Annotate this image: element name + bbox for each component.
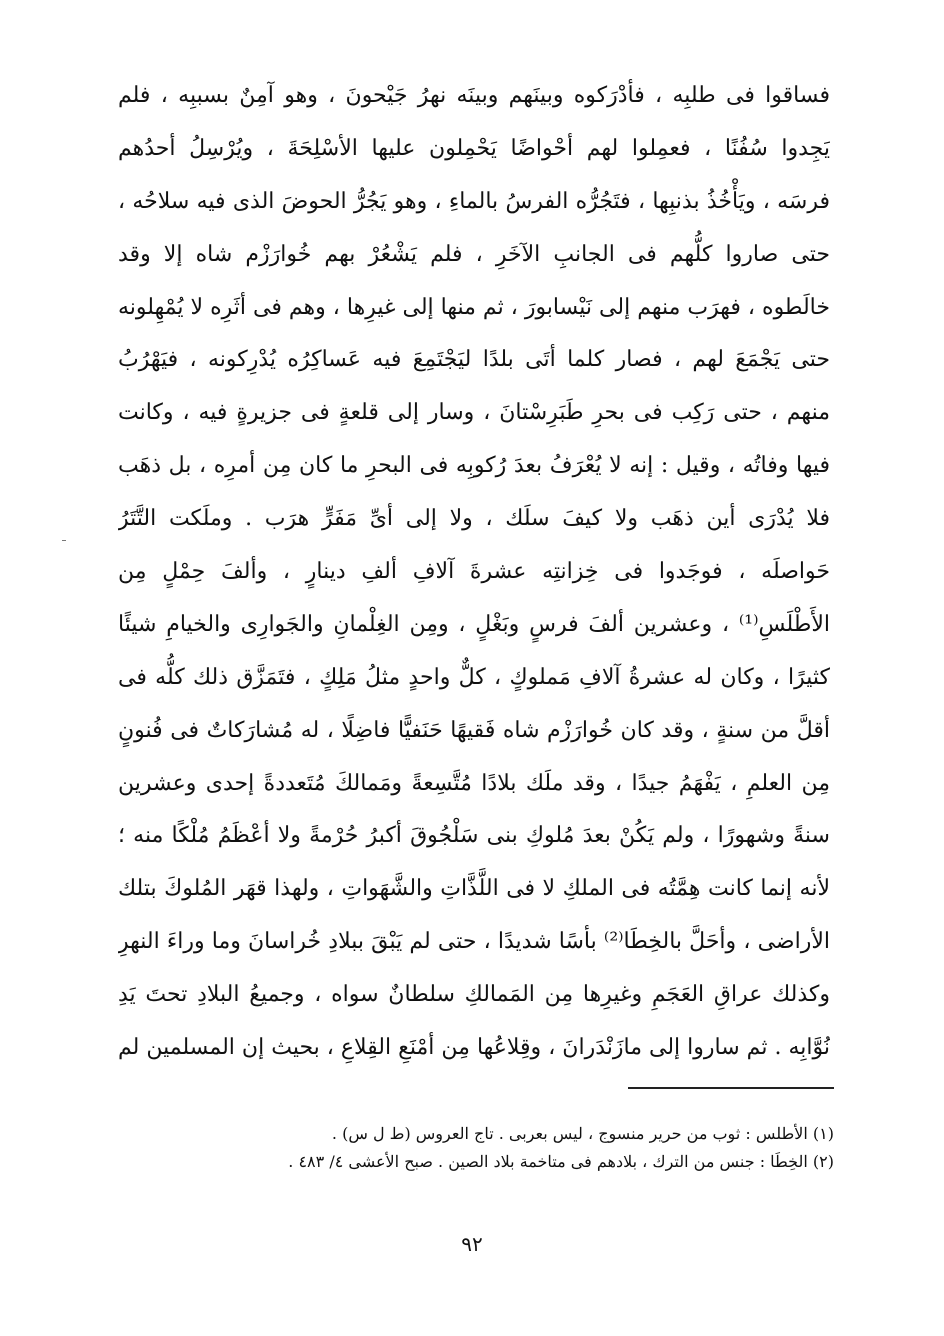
page-number: ٩٢	[461, 1232, 483, 1256]
text-line: يَجِدوا سُفُنًا ، فعمِلوا لهم أحْواضًا يَحْمِلون عليها الأسْلِحَةَ ، ويُرْسِلُ أحدُهم	[118, 135, 830, 161]
text-line: أقلَّ من سنةٍ ، وقد كان خُوارَزْم شاه فَقيهًا حَنَفيًّا فاضِلًا ، له مُشارَكاتٌ فى فُنونٍ	[118, 717, 830, 743]
text-line: كثيرًا ، وكان له عشرةُ آلافِ مَملوكٍ ، كلٌّ واحدٍ مثلُ مَلِكٍ ، فتَمَزَّق ذلك كلُّه فى	[118, 664, 830, 690]
text-line: حَواصلَه ، فوجَدوا فى خِزانتِه عشرةَ آلافِ ألفِ دينارٍ ، وألفَ حِمْلٍ مِن	[118, 559, 830, 585]
text-line: سنةً وشهورًا ، ولم يَكُنْ بعدَ مُلوكِ بنى سَلْجُوقَ أكبرُ حُرْمةً ولا أعْظَمُ مُلْكًا منه ؛	[118, 823, 830, 849]
text-line: فيها وفاتُه ، وقيل : إنه لا يُعْرَفُ بعدَ رُكوبِه فى البحرِ ما كان مِن أمرِه ، بل ذهَب	[118, 453, 830, 479]
text-line: منهم ، حتى رَكِب فى بحرِ طَبَرِسْتانَ ، وسار إلى قلعةٍ فى جزيرةٍ فيه ، وكانت	[118, 400, 830, 426]
footnotes	[200, 1120, 834, 1176]
text-line: نُوَّابِه . ثم ساروا إلى مازَنْدَرانَ ، وقِلاعُها مِن أمْنَعِ القِلاعِ ، بحيث إن المسلمين لم	[118, 1035, 830, 1061]
text-line: حتى يَجْمَعَ لهم ، فصار كلما أتَى بلدًا ليَجْتَمِعَ فيه عَساكِرُه يُدْرِكونه ، فيَهْرُبُ	[118, 347, 830, 373]
margin-mark	[62, 540, 66, 541]
text-line: حتى صاروا كلُّهم فى الجانبِ الآخَرِ ، فلم يَشْعُرْ بهم خُوارَزْم شاه إلا وقد	[118, 241, 830, 267]
text-line: وكذلك عراقِ العَجَمِ وغيرِها مِن المَمالكِ سلطانٌ سواه ، وجميعُ البلادِ تحتَ يَدِ	[118, 982, 830, 1008]
main-text	[118, 70, 830, 1075]
text-line: فرسَه ، ويَأْخُذُ بذنبِها ، فتَجُرُّه الفرسُ بالماءِ ، وهو يَجُرُّ الحوضَ الذى فيه سلاحُه ،	[118, 188, 830, 214]
text-line: فلا يُدْرَى أين ذهَب ولا كيفَ سلَك ، ولا إلى أىِّ مَفَرٍّ هرَب . وملَكت التَّتَرُ	[118, 506, 830, 532]
text-line: مِن العلمِ ، يَفْهَمُ جيدًا ، وقد ملَك بلادًا مُتَّسِعةً ومَمالكَ مُتَعددةً إحدى وعشرين	[118, 770, 830, 796]
text-line: فساقوا فى طلبِه ، فأدْرَكوه وبينَهم وبينَه نهرُ جَيْحونَ ، وهو آمِنٌ بسببِه ، فلم	[118, 83, 830, 108]
text-line: الأراضى ، وأحَلَّ بالخِطَا⁽²⁾ بأسًا شديدًا ، حتى لم يَبْقَ ببلادِ خُراسانَ وما وراءَ النهرِ	[118, 929, 830, 955]
footnote-separator	[628, 1087, 834, 1089]
footnote-1: (١) الأطلس : ثوب من حرير منسوج ، ليس بعربى . تاج العروس (ط ل س) .	[331, 1124, 834, 1143]
text-line: خالَطوه ، فهرَب منهم إلى نَيْسابورَ ، ثم منها إلى غيرِها ، وهم فى أثَرِه لا يُمْهِلونه	[118, 294, 830, 320]
text-line: الأَطْلَسِ⁽¹⁾ ، وعشرين ألفَ فرسٍ وبَغْلٍ ، ومِن الغِلْمانِ والجَوارِى والخيامِ شيئًا	[118, 611, 830, 637]
text-line: لأنه إنما كانت هِمَّتُه فى الملكِ لا فى اللَّذَّاتِ والشَّهَواتِ ، ولهذا قهَر المُلوكَ بتلك	[118, 876, 830, 902]
footnote-2: (٢) الخِطَا : جنس من الترك ، بلادهم فى متاخمة بلاد الصين . صبح الأعشى ٤/ ٤٨٣ .	[288, 1152, 834, 1171]
